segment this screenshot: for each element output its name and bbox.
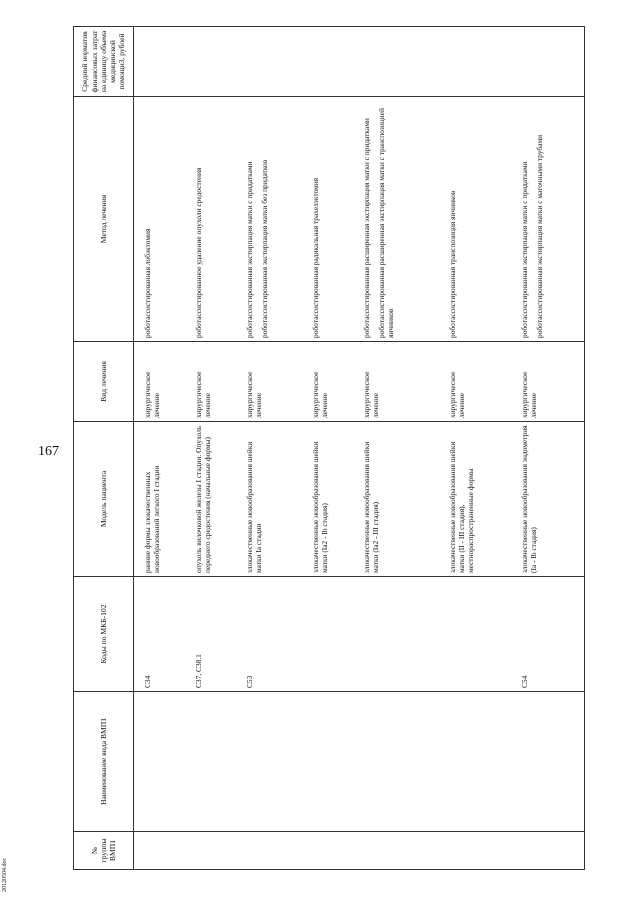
header-icd-codes: Коды по МКБ-102 [74, 577, 134, 692]
treatment-method-item: роботассистированное удаление опухоли средостения [194, 167, 204, 338]
header-vmp-name: Наименование вида ВМП1 [74, 692, 134, 832]
treatment-method-item: роботассистированная транспозиция яичников [447, 190, 457, 338]
cell-treatment-method [141, 97, 192, 342]
cell-vmp-name [192, 692, 243, 832]
cell-treatment-type: хирургическое лечение [360, 342, 446, 422]
cell-group-no [243, 832, 308, 870]
cell-patient-model: опухоль вилочковой железы I стадии. Опухоль переднего средостения (начальные формы) [192, 422, 243, 577]
cell-treatment-method [446, 97, 518, 342]
treatment-method-item: роботассистированная экстирпация матки без придатков [260, 159, 270, 338]
vmp-table [73, 26, 585, 870]
cell-vmp-name [309, 692, 360, 832]
table-row [446, 27, 518, 870]
table-row [141, 27, 192, 870]
cell-vmp-name [243, 692, 308, 832]
treatment-method-item: роботассистированная радикальная трахелэктомия [310, 177, 320, 338]
rotated-table-container [73, 27, 585, 870]
cell-icd-codes [446, 577, 518, 692]
cell-patient-model: злокачественные новообразования шейки матки (Ia2 - Ib стадия) [309, 422, 360, 577]
cell-treatment-type: хирургическое лечение [243, 342, 308, 422]
cell-avg-cost [309, 27, 360, 97]
table-row [518, 27, 584, 870]
header-group-no: № группы ВМП1 [74, 832, 134, 870]
cell-treatment-method [192, 97, 243, 342]
cell-icd-codes: С34 [141, 577, 192, 692]
treatment-method-item: роботассистированная экстирпация матки с маточными трубами [535, 134, 545, 338]
table-row [309, 27, 360, 870]
cell-treatment-type: хирургическое лечение [141, 342, 192, 422]
cell-treatment-type: хирургическое лечение [518, 342, 584, 422]
cell-group-no [141, 832, 192, 870]
table-header-row [74, 27, 134, 870]
table-row [243, 27, 308, 870]
page-number: 167 [38, 444, 59, 459]
treatment-method-item: роботассистированная расширенная экстирпация матки с транспозицией яичников [376, 108, 395, 338]
header-avg-cost: Средний норматив финансовых затрат на единицу объема медицинской помощи3, рублей [74, 27, 134, 97]
cell-vmp-name [446, 692, 518, 832]
table-body [134, 27, 585, 870]
header-treatment-method: Метод лечения [74, 97, 134, 342]
cell-group-no [446, 832, 518, 870]
cell-treatment-type: хирургическое лечение [192, 342, 243, 422]
cell-avg-cost [446, 27, 518, 97]
table-row [360, 27, 446, 870]
cell-treatment-method [309, 97, 360, 342]
cell-vmp-name [360, 692, 446, 832]
cell-group-no [360, 832, 446, 870]
cell-icd-codes: С54 [518, 577, 584, 692]
cell-avg-cost [192, 27, 243, 97]
cell-avg-cost [360, 27, 446, 97]
cell-treatment-method [518, 97, 584, 342]
cell-avg-cost [518, 27, 584, 97]
footer-filename: 20120504.doc [2, 857, 8, 892]
cell-patient-model: злокачественные новообразования шейки матки (Ia2 - III стадия) [360, 422, 446, 577]
cell-group-no [309, 832, 360, 870]
treatment-method-item: роботассистированная расширенная экстирпация матки с придатками [361, 118, 371, 338]
header-treatment-type: Вид лечения [74, 342, 134, 422]
cell-vmp-name [518, 692, 584, 832]
cell-avg-cost [243, 27, 308, 97]
cell-group-no [518, 832, 584, 870]
header-patient-model: Модель пациента [74, 422, 134, 577]
cell-vmp-name [141, 692, 192, 832]
treatment-method-item: роботассистированная экстирпация матки с придатками [245, 161, 255, 338]
cell-avg-cost [141, 27, 192, 97]
table-row [192, 27, 243, 870]
cell-treatment-method [243, 97, 308, 342]
cell-treatment-method [360, 97, 446, 342]
cell-patient-model: злокачественные новообразования шейки матки (II - III стадия), местнораспространенные формы [446, 422, 518, 577]
cell-patient-model: злокачественные новообразования шейки матки Ia стадии [243, 422, 308, 577]
cell-patient-model: ранние формы злокачественных новообразований легкого I стадии [141, 422, 192, 577]
treatment-method-item: роботассистированная лобэктомия [143, 228, 152, 338]
cell-icd-codes: С53 [243, 577, 308, 692]
cell-icd-codes [360, 577, 446, 692]
cell-icd-codes: С37, С38.1 [192, 577, 243, 692]
cell-icd-codes [309, 577, 360, 692]
cell-treatment-type: хирургическое лечение [446, 342, 518, 422]
treatment-method-item: роботассистированная экстирпация матки с придатками [520, 161, 530, 338]
cell-treatment-type: хирургическое лечение [309, 342, 360, 422]
cell-group-no [192, 832, 243, 870]
cell-patient-model: злокачественные новообразования эндометрия (Ia - Ib стадия) [518, 422, 584, 577]
